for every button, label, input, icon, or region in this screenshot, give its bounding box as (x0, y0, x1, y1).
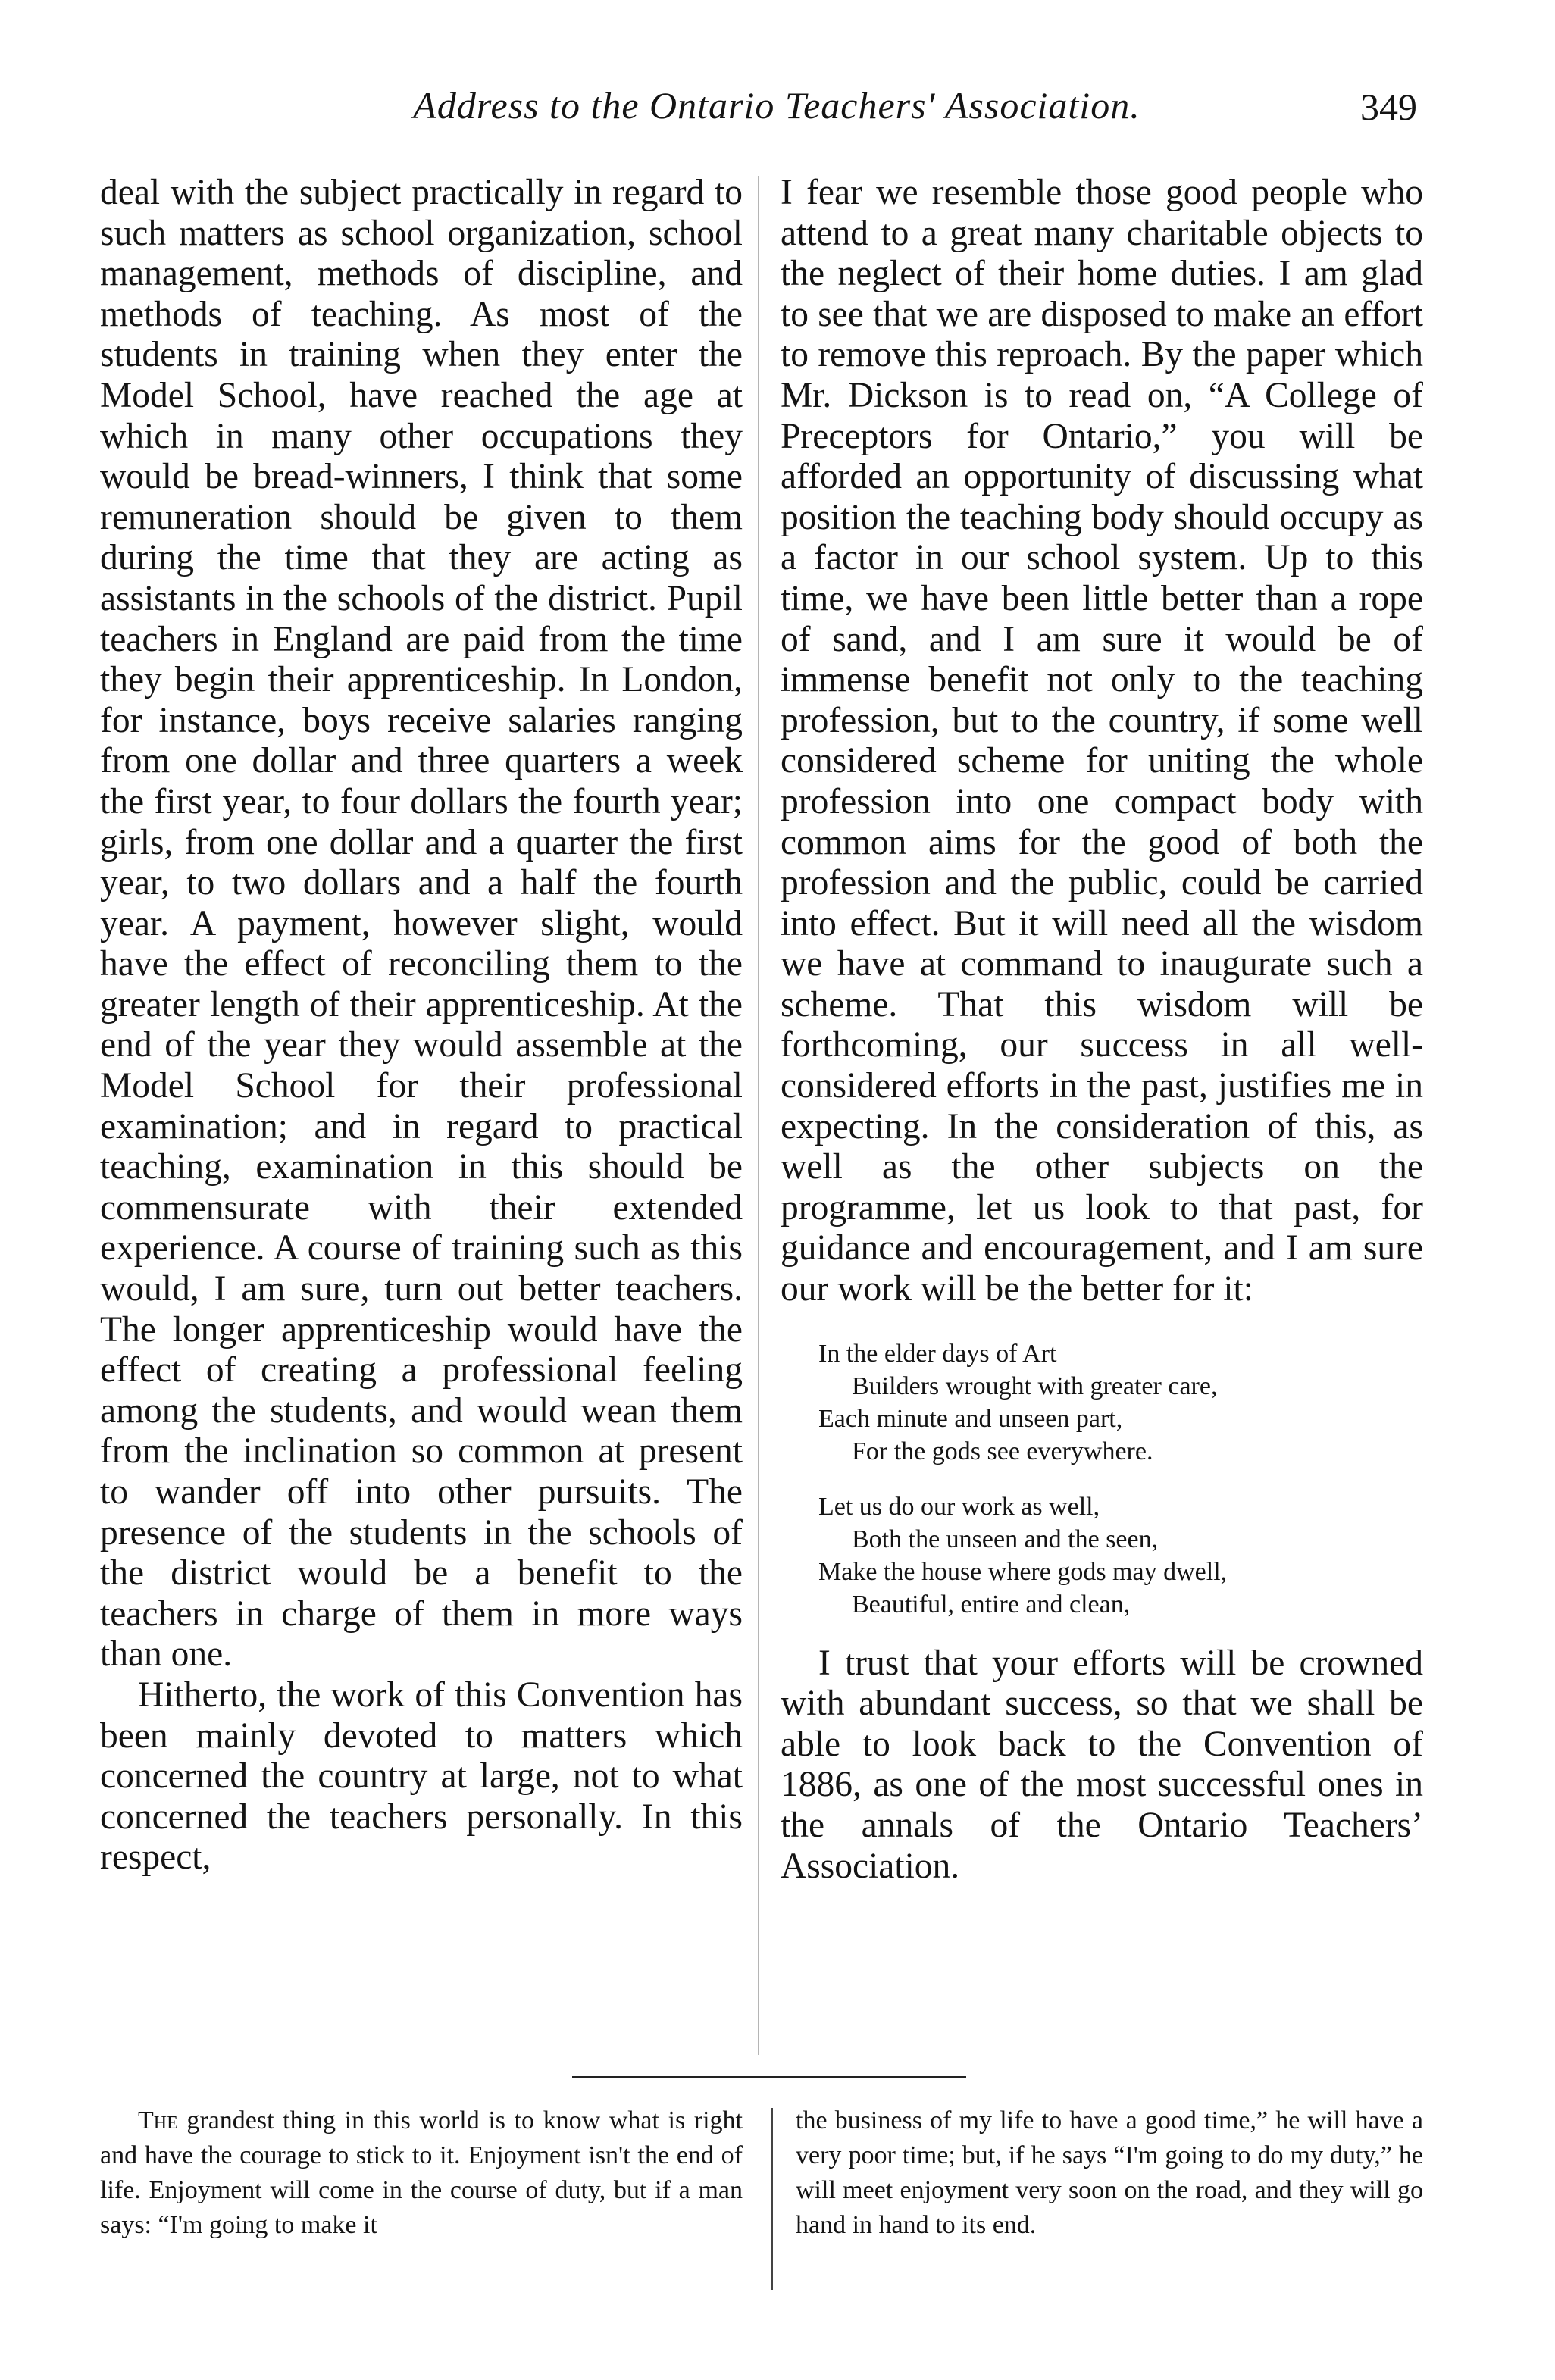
paragraph: I trust that your efforts will be crowned with abundant success, so that we shall be able to look back to the Convention of 1886, as one of the most successful ones in the annals of the Ontario Teachers’ Association. (781, 1643, 1423, 1886)
poem-line: Let us do our work as well, (818, 1492, 1100, 1521)
paragraph: deal with the subject practically in regard to such matters as school organization, school management, methods of discipline, and methods of teaching. As most of the students in training when they enter the Model School, have reached the age at which in many other occupations they would be bread-winners, I think that some remuneration should be given to them during the time that they are acting as assistants in the schools of the district. Pupil teachers in England are paid from the time they begin their apprenticeship. In London, for instance, boys receive salaries ranging from one dollar and three quarters a week the first year, to four dollars the fourth year; girls, from one dollar and a quarter the first year, to two dollars and a half the fourth year. A payment, however slight, would have the effect of reconciling them to the greater length of their apprenticeship. At the end of the year they would assemble at the Model School for their professional examination; and in regard to practical teaching, examination in this should be commensurate with their extended experience. A course of training such as this would, I am sure, turn out better teachers. The longer apprenticeship would have the effect of creating a professional feeling among the students, and would wean them from the inclination so common at present to wander off into other pursuits. The presence of the students in the schools of the district would be a benefit to the teachers in charge of them in more ways than one. (100, 173, 743, 1675)
paragraph: Hitherto, the work of this Convention has been mainly devoted to matters which concerned the country at large, not to what concerned the teachers personally. In this respect, (100, 1675, 743, 1878)
left-column (100, 173, 743, 1878)
running-title: Address to the Ontario Teachers' Association. (413, 84, 1140, 127)
filler-text: grandest thing in this world is to know what is right and have the courage to stick to it. Enjoyment isn't the end of life. Enjoyment will come in the course of duty, but if a man says: “I'm going to make it (100, 2106, 743, 2239)
page-number: 349 (1360, 86, 1417, 128)
filler-column-divider (771, 2108, 773, 2290)
poem-line: Make the house where gods may dwell, (818, 1557, 1228, 1586)
poem-line: Beautiful, entire and clean, (852, 1590, 1131, 1618)
filler-right-column (796, 2103, 1423, 2243)
poem (818, 1337, 1423, 1621)
section-divider (572, 2076, 966, 2078)
page-header (99, 83, 1417, 144)
filler-left-column (100, 2103, 743, 2243)
filler-paragraph: the business of my life to have a good time,” he will have a very poor time; but, if he says “I'm going to do my duty,” he will meet enjoyment very soon on the road, and they will go hand in hand to its end. (796, 2106, 1423, 2239)
paragraph: I fear we resemble those good people who attend to a great many charitable objects to the neglect of their home duties. I am glad to see that we are disposed to make an effort to remove this reproach. By the paper which Mr. Dickson is to read on, “A College of Preceptors for Ontario,” you will be afforded an opportunity of discussing what position the teaching body should occupy as a factor in our school system. Up to this time, we have been little better than a rope of sand, and I am sure it would be of immense benefit not only to the teaching profession, but to the country, if some well considered scheme for uniting the whole profession into one compact body with common aims for the good of both the profession and the public, could be carried into effect. But it will need all the wisdom we have at command to inaugurate such a scheme. That this wisdom will be forthcoming, our success in all well-considered efforts in the past, justifies me in expecting. In the consideration of this, as well as the other subjects on the programme, let us look to that past, for guidance and encouragement, and I am sure our work will be the better for it: (781, 173, 1423, 1309)
poem-stanza (818, 1337, 1423, 1468)
filler-lead-word: The (138, 2106, 178, 2134)
column-divider (758, 176, 759, 2055)
right-column (781, 173, 1423, 1887)
poem-line: Builders wrought with greater care, (852, 1371, 1218, 1400)
poem-line: For the gods see everywhere. (852, 1437, 1153, 1465)
poem-line: Both the unseen and the seen, (852, 1525, 1159, 1553)
poem-line: Each minute and unseen part, (818, 1404, 1123, 1433)
poem-stanza (818, 1490, 1423, 1621)
poem-line: In the elder days of Art (818, 1339, 1057, 1368)
filler-paragraph (100, 2103, 743, 2243)
